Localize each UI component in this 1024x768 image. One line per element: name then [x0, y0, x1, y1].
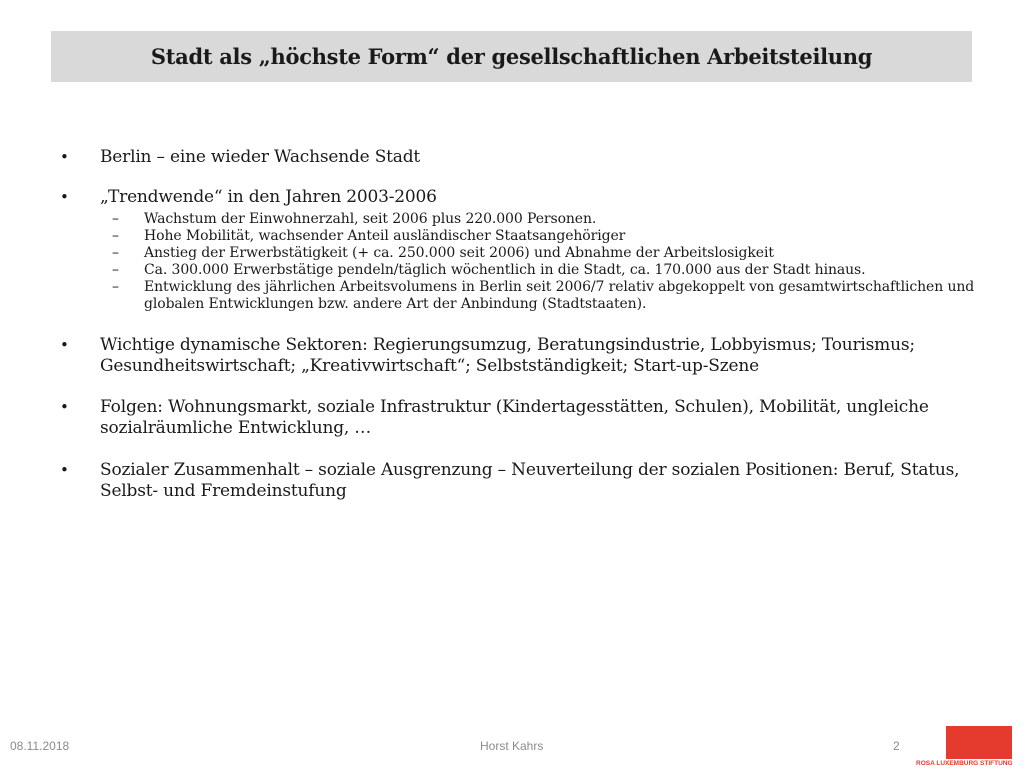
sub-item: [60, 228, 980, 245]
sub-marker: –: [112, 262, 119, 278]
logo-red-block: [946, 726, 1012, 759]
sub-item: [60, 211, 980, 228]
bullet-item: [60, 147, 980, 168]
sub-item-text: Hohe Mobilität, wachsender Anteil ausländischer Staatsangehöriger: [144, 228, 626, 244]
footer-date: 08.11.2018: [10, 739, 70, 753]
title-bar: [51, 31, 972, 82]
sub-marker: –: [112, 279, 119, 295]
footer-page-number: 2: [893, 739, 900, 753]
bullet-item: [60, 460, 980, 502]
sub-item-text: Anstieg der Erwerbstätigkeit (+ ca. 250.000 seit 2006) und Abnahme der Arbeitslosigkeit: [144, 245, 774, 261]
footer-author: Horst Kahrs: [480, 739, 544, 753]
logo-text: ROSA LUXEMBURG STIFTUNG: [916, 760, 1013, 767]
rosa-luxemburg-logo: [914, 726, 1018, 768]
bullet-marker: •: [60, 398, 69, 416]
bullet-text: Berlin – eine wieder Wachsende Stadt: [100, 147, 421, 167]
sub-item: [60, 262, 980, 279]
bullet-item: [60, 397, 980, 439]
slide-content: [60, 147, 980, 502]
bullet-marker: •: [60, 461, 69, 479]
sub-marker: –: [112, 245, 119, 261]
sub-item: [60, 245, 980, 262]
sub-item-text: Wachstum der Einwohnerzahl, seit 2006 plus 220.000 Personen.: [144, 211, 597, 227]
bullet-text: Wichtige dynamische Sektoren: Regierungsumzug, Beratungsindustrie, Lobbyismus; Tourismus; Gesundheitswirtschaft; „Kreativwirtschaft“; Selbstständigkeit; Start-up-Szene: [100, 335, 915, 376]
bullet-text: „Trendwende“ in den Jahren 2003-2006: [100, 187, 437, 207]
sub-marker: –: [112, 228, 119, 244]
sub-marker: –: [112, 211, 119, 227]
bullet-text: Sozialer Zusammenhalt – soziale Ausgrenzung – Neuverteilung der sozialen Positionen: Beruf, Status, Selbst- und Fremdeinstufung: [100, 460, 960, 501]
sub-item-text: Entwicklung des jährlichen Arbeitsvolumens in Berlin seit 2006/7 relativ abgekoppelt von gesamtwirtschaftlichen und globalen Entwicklungen bzw. andere Art der Anbindung (Stadtstaaten).: [144, 279, 975, 312]
slide-title: Stadt als „höchste Form“ der gesellschaftlichen Arbeitsteilung: [150, 44, 873, 69]
sub-item-text: Ca. 300.000 Erwerbstätige pendeln/täglich wöchentlich in die Stadt, ca. 170.000 aus der Stadt hinaus.: [144, 262, 866, 278]
bullet-marker: •: [60, 336, 69, 354]
bullet-marker: •: [60, 188, 69, 206]
bullet-item: [60, 187, 980, 313]
sub-item: [60, 279, 980, 313]
bullet-item: [60, 335, 980, 377]
bullet-text: Folgen: Wohnungsmarkt, soziale Infrastruktur (Kindertagesstätten, Schulen), Mobilität, ungleiche sozialräumliche Entwicklung, …: [100, 397, 929, 438]
bullet-marker: •: [60, 148, 69, 166]
sub-list: [100, 211, 980, 313]
